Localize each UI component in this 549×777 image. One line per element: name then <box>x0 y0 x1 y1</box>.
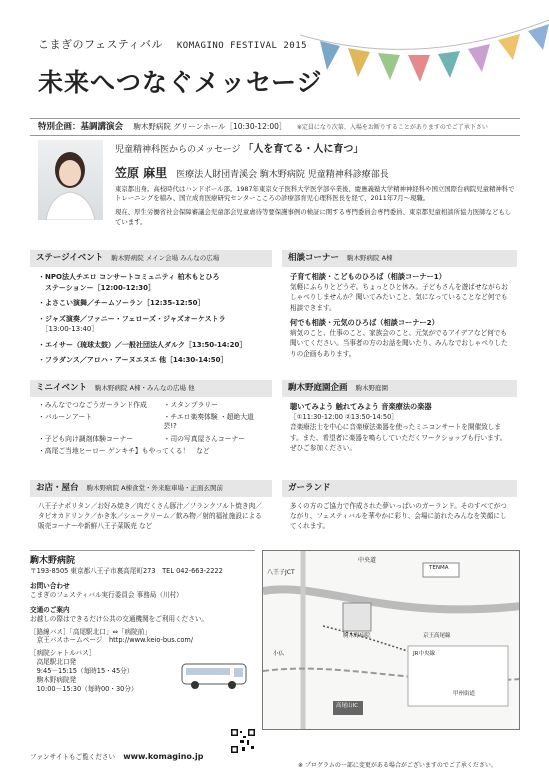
garden-header: 駒木野庭園企画 駒木野庭園 <box>282 380 517 397</box>
list-item: ・ジャズ演奏／ファニー・フェローズ・ジャズオーケストラ ［13:00-13:40］ <box>38 314 226 333</box>
divider <box>30 118 520 119</box>
consult-body <box>282 267 517 363</box>
consult-h1: 子育て相談・こどものひろば（相談コーナー1） <box>290 272 446 281</box>
speaker-bio-1: 東京都出身。高校時代はハンドボール部。1987年東京女子医科大学医学部卒業後、慶應義塾大学精神神経科や国立国際台病院児童精神科でトレーニングを積み、国立成育医療研究センターこころの診療部育児心理科医長を経て、2011年7月～現職。 <box>115 184 515 203</box>
list-item: ・チエロ楽奏体験 ・超絶大道芸!? <box>163 413 254 431</box>
message-title: 「人を育てる・人に育つ」 <box>243 144 364 155</box>
shop-section <box>30 480 272 536</box>
map-label: 京王高尾線 <box>423 633 451 639</box>
map-label: 中央道 <box>358 557 377 564</box>
speaker-affiliation: 医療法人財団青溪会 駒木野病院 児童精神科診療部長 <box>176 169 389 180</box>
garland-section <box>282 480 517 536</box>
festival-name <box>38 38 307 53</box>
list-item: ・エイサー（琉球太鼓）／一般社団法人ダルク［13:50-14:20］ <box>38 340 247 349</box>
hospital-name: 駒木野病院 <box>30 556 76 566</box>
shuttle-line: 高尾駅北口発 <box>30 658 77 667</box>
shop-header: お店・屋台 駒木野病院 A棟食堂・外来駐車場・正面玄関前 <box>30 480 272 497</box>
map-label: 高尾駅 <box>470 665 490 673</box>
page-title: 未来へつなぐメッセージ <box>38 68 323 97</box>
map-label: 駒木野病院 <box>343 633 371 639</box>
list-item: ・子ども向け調剤体験コーナー <box>38 434 134 443</box>
garland-text: 多くの方のご協力で作成された夢いっぱいのガーランド。そのすべてがつながり、フェスティバルを華やかに彩り、会場に訪れたみんなを笑顔にしてくれます。 <box>290 502 507 531</box>
mini-header: ミニイベント 駒木野病院 A棟・みんなの広場 他 <box>30 380 272 397</box>
special-label: 特別企画：基調講演会 <box>38 122 124 132</box>
consult-header: 相談コーナー 駒木野病院 A棟 <box>282 250 517 267</box>
stage-section <box>30 250 272 376</box>
consult-h2: 何でも相談・元気のひろば（相談コーナー2） <box>290 317 439 327</box>
bus-icon <box>180 660 250 692</box>
list-item: ・高尾ご当地ヒーロー ゲンキチ】もやってくる！ など <box>38 446 210 455</box>
speaker-name: 笠原 麻里 <box>115 165 168 180</box>
hospital-address: 〒193-8505 東京都八王子市裏高尾町273 TEL 042-663-2222 <box>30 567 223 576</box>
map-label: 八王子JCT <box>267 569 295 576</box>
shuttle-line: 駒木野病院発 <box>30 676 77 685</box>
divider <box>30 135 520 136</box>
map-label: 甲州街道 <box>453 691 476 697</box>
mini-list <box>30 397 272 460</box>
speaker-bio-2: 現在、厚生労働省社会保障審議会児童部会児童虐待等要保護事例の検証に関する専門委員会専門委員、東京都児童相談所協力医師などもしています。 <box>115 207 512 226</box>
list-item: ・フラダンス／アロハ・アーヌエヌエ 他［14:30-14:50］ <box>38 356 228 364</box>
map-label: TENMA <box>429 565 449 571</box>
special-note: ※定員になり次第、入場をお断りすることがありますのでご了承下さい <box>296 124 488 131</box>
shop-text: 八王子ナポリタン／お好み焼き／肉だくさん豚汁／フランクフルト焼き肉／タピオカドリンク／かき氷／シュークリーム／飲み物／射的福祉施設による販売コーナーや新鮮八王子菜販売 など <box>38 502 262 531</box>
garden-section <box>282 380 517 457</box>
list-item: ・司の写真屋さんコーナー <box>163 434 246 443</box>
fan-site-line <box>30 752 260 763</box>
access-note: お越しの際はできるだけ公共の交通機関をご利用ください。 <box>30 614 209 623</box>
festival-en: KOMAGINO FESTIVAL 2015 <box>176 41 308 51</box>
access-map <box>262 550 520 730</box>
shuttle-line: 10:00－15:30（毎時00・30分） <box>30 684 138 693</box>
list-item: ・バルーンアート <box>38 413 93 422</box>
garden-text: 音楽療法士を中心に音楽療法楽器を使ったミニコンサートを開催致します。また、希望者に楽器を鳴らしていただくワークショップも行います。ぜひご参加ください。 <box>290 423 507 452</box>
garden-body <box>282 397 517 457</box>
map-label: 小仏 <box>273 651 285 657</box>
speaker-bio <box>115 143 515 227</box>
consult-t1: 気軽にふらりとどうぞ。ちょっとひと休み。子どもさんを遊ばせながらおしゃべりしませんか？聞いてみたいこと、気になっていることなど何でも相談できます。 <box>290 283 508 312</box>
garden-time: ［①11:30-12:00 ②13:50-14:50］ <box>290 413 398 422</box>
fan-site-label: ファンサイトもご覧ください <box>30 753 116 761</box>
shuttle-title: ［病院シャトルバス］ <box>30 649 96 658</box>
bus-route: ［路線バス］「高尾駅北口」⇔「病院前」 <box>30 627 151 636</box>
speaker-name-line <box>115 165 515 181</box>
map-label: 高尾山IC <box>336 703 358 709</box>
mini-event-section <box>30 380 272 460</box>
garden-heading: 聴いてみよう 触れてみよう 音楽療法の楽器 <box>290 402 432 411</box>
garland-header: ガーランド <box>282 480 517 497</box>
inquiry-text: こまぎのフェスティバル実行委員会 事務局（川村） <box>30 590 183 599</box>
program-change-note: ※ プログラムの一部に変更がある場合がございますのでご了承ください。 <box>298 762 497 769</box>
map-label: JR中央線 <box>413 651 435 657</box>
bunting-decoration <box>300 0 549 110</box>
shuttle-line: 9:45－15:15（毎時15・45分） <box>30 667 134 676</box>
bus-route-url[interactable]: 京王バスホームページ http://www.keio-bus.com/ <box>30 636 194 645</box>
speaker-message <box>115 143 515 157</box>
consult-t2: 病気のこと、仕事のこと、家族会のこと、元気がでるアイデアなど何でも聞いてください。当事者の方のお話を聞いたり、みんなでおしゃべりしたりの企画もあります。 <box>290 329 508 358</box>
list-item: ・よさこい演舞／チームソーラン［12:35-12:50］ <box>38 299 205 307</box>
list-item: ・みんなでつなごうガーランド作成 <box>38 401 147 409</box>
divider <box>30 550 255 551</box>
access-title: 交通のご案内 <box>30 605 70 614</box>
list-item: ・NPO法人チエロ コンサートコミュニティ 柏木もとひろ ステーションー［12:00-12:30］ <box>38 273 220 292</box>
list-item: ・スタンプラリー <box>163 401 218 409</box>
inquiry-title: お問い合わせ <box>30 582 70 591</box>
special-lecture-line <box>38 122 488 133</box>
stage-list <box>30 267 272 376</box>
stage-header: ステージイベント 駒木野病院 メイン会場 みんなの広場 <box>30 250 272 267</box>
qr-code[interactable] <box>230 728 256 754</box>
message-prefix: 児童精神科医からのメッセージ <box>115 145 241 155</box>
consult-section <box>282 250 517 363</box>
special-place: 駒木野病院 グリーンホール［10:30-12:00］ <box>133 122 287 131</box>
festival-jp: こまぎのフェスティバル <box>38 38 163 51</box>
site-url[interactable]: www.komagino.jp <box>123 752 204 761</box>
speaker-photo <box>38 140 103 220</box>
